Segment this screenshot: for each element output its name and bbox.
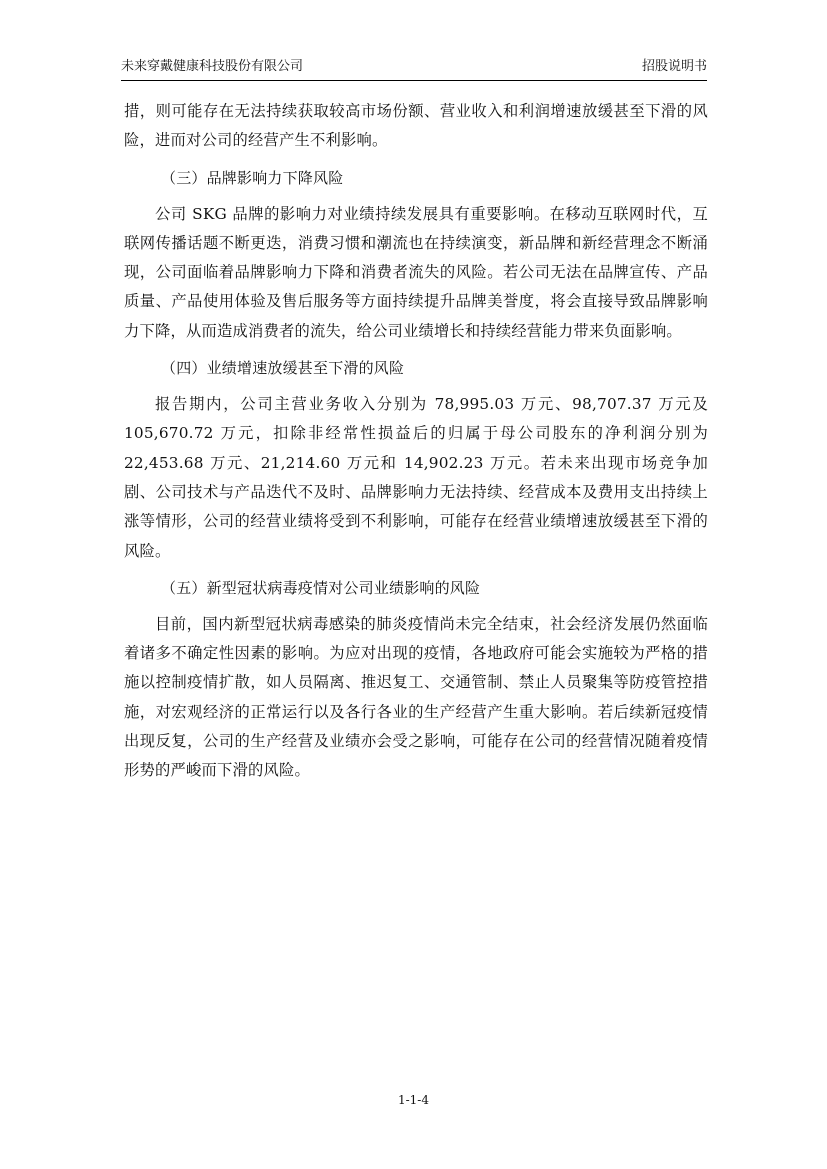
section-5-heading: （五）新型冠状病毒疫情对公司业绩影响的风险 bbox=[161, 578, 481, 597]
page-number: 1-1-4 bbox=[397, 1093, 429, 1107]
section-5-paragraph: 目前，国内新型冠状病毒感染的肺炎疫情尚未完全结束，社会经济发展仍然面临着诸多不确定性因素的影响。为应对出现的疫情，各地政府可能会实施较为严格的措施以控制疫情扩散，如人员隔离、推迟复工、交通管制、禁止人员聚集等防疫管控措施，对宏观经济的正常运行以及各行各业的生产经营产生重大影响。若后续新冠疫情出现反复，公司的生产经营及业绩亦会受之影响，可能存在公司的经营情况随着疫情形势的严峻而下滑的风险。 bbox=[124, 614, 708, 780]
section-4-paragraph: 报告期内，公司主营业务收入分别为 78,995.03 万元、98,707.37 万元及 105,670.72 万元，扣除非经常性损益后的归属于母公司股东的净利润分别为 22,453.68 万元、21,214.60 万元和 14,902.23 万元。若未来出现市场竞争加剧、公司技术与产品迭代不及时、品牌影响力无法持续、经营成本及费用支出持续上涨等情形，公司的经营业绩将受到不利影响，可能存在经营业绩增速放缓甚至下滑的风险。 bbox=[124, 395, 708, 560]
page-body bbox=[124, 97, 708, 786]
header-company-name: 未来穿戴健康科技股份有限公司 bbox=[121, 59, 304, 74]
section-4-heading: （四）业绩增速放缓甚至下滑的风险 bbox=[161, 359, 405, 378]
page-header bbox=[121, 58, 707, 81]
section-3-heading: （三）品牌影响力下降风险 bbox=[161, 168, 344, 187]
continuation-paragraph: 措，则可能存在无法持续获取较高市场份额、营业收入和利润增速放缓甚至下滑的风险，进而对公司的经营产生不利影响。 bbox=[124, 102, 708, 150]
section-3-paragraph: 公司 SKG 品牌的影响力对业绩持续发展具有重要影响。在移动互联网时代，互联网传播话题不断更迭，消费习惯和潮流也在持续演变，新品牌和新经营理念不断涌现，公司面临着品牌影响力下降和消费者流失的风险。若公司无法在品牌宣传、产品质量、产品使用体验及售后服务等方面持续提升品牌美誉度，将会直接导致品牌影响力下降，从而造成消费者的流失，给公司业绩增长和持续经营能力带来负面影响。 bbox=[124, 204, 708, 340]
header-document-type: 招股说明书 bbox=[641, 59, 707, 74]
page-footer bbox=[0, 1092, 827, 1108]
